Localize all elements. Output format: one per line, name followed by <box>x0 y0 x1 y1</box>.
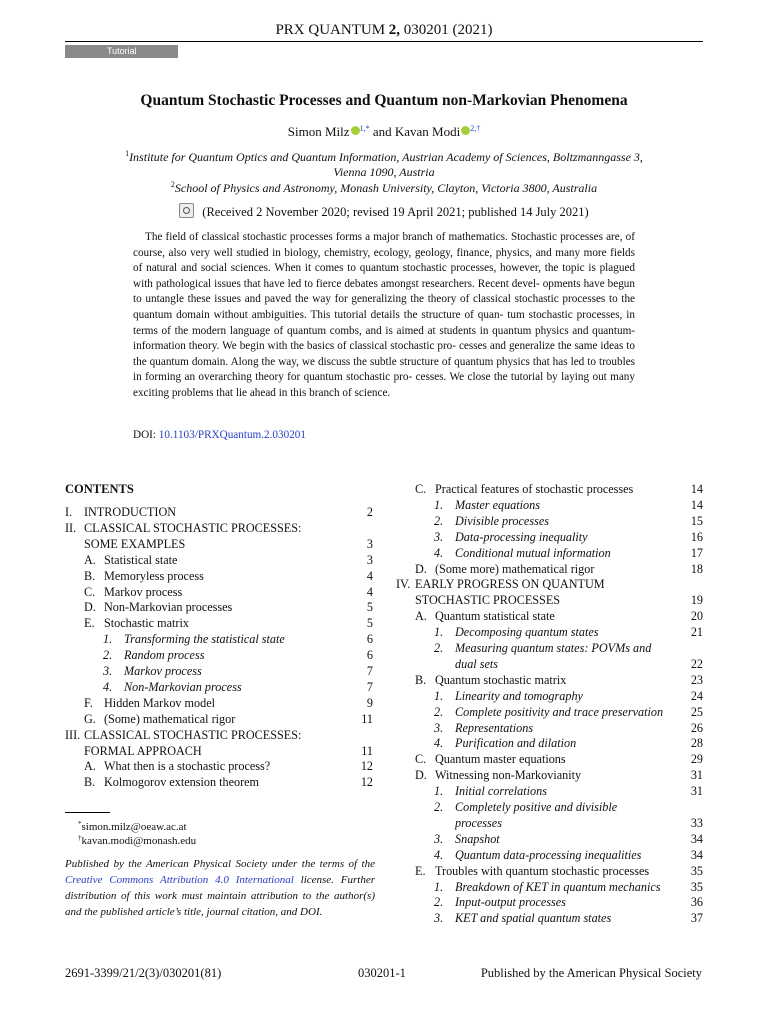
doi-link[interactable]: 10.1103/PRXQuantum.2.030201 <box>158 429 306 441</box>
toc-entry-page: 4 <box>366 584 373 599</box>
toc-entry-title: FORMAL APPROACH <box>84 743 202 758</box>
toc-entry-number: 4. <box>434 847 444 862</box>
toc-entry-page: 33 <box>690 815 703 830</box>
paper-title: Quantum Stochastic Processes and Quantum non-Markovian Phenomena <box>140 92 628 109</box>
toc-entry-page: 5 <box>366 616 373 631</box>
toc-entry-title: Conditional mutual information <box>455 545 611 560</box>
toc-entry-title: Markov process <box>124 664 202 678</box>
journal-volume: 2, <box>388 22 401 38</box>
author-2: Kavan Modi <box>394 124 461 139</box>
toc-entry-page: 3 <box>366 536 373 551</box>
toc-entry-page: 7 <box>366 664 373 678</box>
toc-entry-title: SOME EXAMPLES <box>84 536 186 551</box>
toc-entry-number: A. <box>415 609 427 624</box>
toc-entry-number: 4. <box>434 736 444 751</box>
toc-entry-title: Markov process <box>104 584 183 599</box>
toc-entry-title: Practical features of stochastic processes <box>435 482 634 496</box>
doi-line: DOI: 10.1103/PRXQuantum.2.030201 <box>133 429 306 441</box>
toc-entry-title: Quantum master equations <box>435 752 566 767</box>
toc-entry-title: Master equations <box>455 497 540 512</box>
toc-entry-title: Statistical state <box>104 552 178 567</box>
toc-entry-number: D. <box>415 561 427 576</box>
toc-entry-title: Quantum stochastic matrix <box>435 672 567 687</box>
toc-entry-title: Memoryless process <box>104 568 204 583</box>
toc-entry-number: A. <box>84 552 96 567</box>
toc-entry-page: 31 <box>690 768 703 783</box>
toc-entry-page: 3 <box>366 552 373 567</box>
toc-entry-number: 2. <box>434 704 444 719</box>
toc-entry-page: 34 <box>690 831 703 846</box>
toc-entry-title: Non-Markovian process <box>124 679 242 694</box>
toc-entry-page: 24 <box>690 688 703 703</box>
toc-entry-number: B. <box>415 672 427 687</box>
toc-entry-page: 25 <box>690 704 703 719</box>
toc-entry-title: Measuring quantum states: POVMs and <box>455 641 652 655</box>
toc-entry-number: D. <box>84 600 96 615</box>
toc-entry-title: Witnessing non-Markovianity <box>435 768 582 783</box>
affiliation-2: $^2$School of Physics and Astronomy, Monash University, Clayton, Victoria 3800, Australia <box>170 180 598 195</box>
toc-entry-title: (Some) mathematical rigor <box>104 711 236 726</box>
toc-entry-title: Decomposing quantum states <box>455 625 599 640</box>
toc-entry-number: 1. <box>434 497 444 512</box>
toc-entry-page: 6 <box>366 648 373 663</box>
toc-entry-title: Non-Markovian processes <box>104 600 233 615</box>
toc-entry-number: B. <box>84 775 96 790</box>
license-link[interactable]: Creative Commons Attribution 4.0 International <box>65 874 294 886</box>
toc-entry-title: Quantum statistical state <box>435 609 555 624</box>
toc-entry-page: 20 <box>690 609 703 624</box>
toc-entry-page: 23 <box>690 672 703 687</box>
author-2-affiliation: 2,† <box>470 124 481 133</box>
toc-entry-number: 1. <box>434 784 444 799</box>
toc-entry-title: Input-output processes <box>455 895 566 910</box>
toc-entry-page: 37 <box>690 911 703 926</box>
journal-header <box>0 22 768 39</box>
orcid-icon[interactable] <box>461 126 470 135</box>
toc-entry-title: What then is a stochastic process? <box>104 759 271 774</box>
footer-page-number: 030201-1 <box>358 966 406 980</box>
orcid-icon[interactable] <box>351 126 360 135</box>
header-rule <box>65 41 703 42</box>
toc-entry-number: 3. <box>434 911 444 926</box>
toc-entry-page: 4 <box>366 568 373 583</box>
toc-entry-page: 31 <box>690 784 703 799</box>
toc-entry-number: 1. <box>103 632 113 647</box>
toc-entry-page: 2 <box>366 505 373 519</box>
toc-entry-number: I. <box>65 505 73 519</box>
author-1-affiliation: 1,* <box>359 124 370 133</box>
toc-entry-title: Data-processing inequality <box>455 529 588 544</box>
author-list <box>0 124 768 140</box>
affiliation-1: $^1$Institute for Quantum Optics and Quantum Information, Austrian Academy of Sciences, Boltzmanngasse 3, Vienna 1090, Austria <box>125 149 643 179</box>
toc-entry-title: Complete positivity and trace preservation <box>455 704 664 719</box>
toc-entry-page: 36 <box>690 895 703 910</box>
toc-entry-title: INTRODUCTION <box>84 505 177 519</box>
toc-entry-title: Initial correlations <box>455 784 547 799</box>
toc-entry-number: 2. <box>434 895 444 910</box>
toc-entry-number: 2. <box>434 641 444 655</box>
toc-entry-number: 2. <box>103 648 113 663</box>
toc-entry-number: C. <box>415 482 427 496</box>
toc-entry-title: KET and spatial quantum states <box>455 911 612 926</box>
article-number: 030201 (2021) <box>403 22 493 38</box>
toc-entry-page: 26 <box>690 720 703 735</box>
toc-entry-title: processes <box>455 815 502 830</box>
toc-entry-page: 18 <box>690 561 703 576</box>
toc-entry-title: EARLY PROGRESS ON QUANTUM <box>415 577 605 592</box>
toc-entry-page: 6 <box>366 632 373 647</box>
toc-entry-page: 21 <box>690 625 703 640</box>
toc-entry-page: 14 <box>690 497 703 512</box>
abstract: The field of classical stochastic processes forms a major branch of mathematics. Stochastic processes are, of course, also very well studied in biology, chemistry, ecology, geology, finance, physics, and many more fields of natural and social sciences. When it comes to quantum stochastic processes, however, the topic is plagued with pathological issues that have led to fierce debates amongst researchers. Recent devel- opments have begun to untangle these issues and paved the way for generalizing the theory of classical stochastic processes to the quantum domain without ambiguities. This tutorial details the structure of quan- tum stochastic processes, in terms of the modern language of quantum combs, and is aimed at students in quantum physics and quantum-information theory. We begin with the basics of classical stochastic pro- cesses and generalize the same ideas to the quantum domain. Along the way, we discuss the subtle structure of quantum physics that has led to troubles in forming an overarching theory for quantum stochastic pro- cesses. We close the tutorial by laying out many exciting problems that lie ahead in this branch of science. <box>133 231 636 399</box>
toc-entry-page: 11 <box>361 711 373 726</box>
footnote-2: †kavan.modi@monash.edu <box>78 834 197 847</box>
toc-entry-page: 15 <box>690 513 703 528</box>
author-conjunction: and <box>372 124 392 139</box>
author-1: Simon Milz <box>287 124 350 139</box>
toc-entry-page: 5 <box>366 600 373 615</box>
toc-entry-page: 28 <box>690 736 703 751</box>
toc-entry-title: Divisible processes <box>455 513 549 528</box>
toc-entry-page: 17 <box>690 545 703 560</box>
received-dates: (Received 2 November 2020; revised 19 April 2021; published 14 July 2021) <box>0 203 768 220</box>
toc-entry-title: CLASSICAL STOCHASTIC PROCESSES: <box>84 520 302 535</box>
toc-entry-page: 16 <box>690 529 703 544</box>
toc-entry-page: 12 <box>360 775 373 790</box>
toc-entry-number: 1. <box>434 688 444 703</box>
toc-entry-title: Hidden Markov model <box>104 695 216 710</box>
toc-entry-title: Linearity and tomography <box>455 688 583 703</box>
footer-publisher: Published by the American Physical Society <box>480 966 702 980</box>
toc-entry-number: IV. <box>396 577 411 592</box>
toc-entry-page: 9 <box>366 695 373 710</box>
footer-issn: 2691-3399/21/2(3)/030201(81) <box>65 966 222 980</box>
toc-entry-number: 3. <box>434 720 444 735</box>
license-statement: Published by the American Physical Society under the terms of the Creative Commons Attribution 4.0 International license. Further distribution of this work must maintain attribution to the author(s) and the published article’s title, journal citation, and DOI. <box>65 858 376 918</box>
toc-entry-number: 1. <box>434 625 444 640</box>
toc-entry-title: (Some more) mathematical rigor <box>435 561 595 576</box>
toc-entry-title: Snapshot <box>455 831 500 846</box>
toc-entry-title: Kolmogorov extension theorem <box>104 775 260 790</box>
toc-entry-number: 4. <box>434 545 444 560</box>
toc-entry-title: Transforming the statistical state <box>124 632 285 647</box>
toc-entry-page: 11 <box>361 743 373 758</box>
toc-entry-title: Breakdown of KET in quantum mechanics <box>455 879 661 894</box>
toc-entry-title: CLASSICAL STOCHASTIC PROCESSES: <box>84 727 302 742</box>
footnote-1: *simon.milz@oeaw.ac.at <box>78 820 187 833</box>
toc-entry-number: F. <box>84 695 93 710</box>
toc-entry-number: D. <box>415 768 427 783</box>
article-type-tag: Tutorial <box>65 45 178 58</box>
toc-entry-title: Random process <box>124 648 205 663</box>
toc-entry-page: 29 <box>690 752 703 767</box>
toc-entry-title: Stochastic matrix <box>104 616 189 631</box>
toc-entry-title: Representations <box>455 720 534 735</box>
journal-name: PRX QUANTUM <box>275 22 386 38</box>
toc-entry-number: 3. <box>434 529 444 544</box>
toc-entry-page: 19 <box>690 593 703 608</box>
toc-entry-title: Completely positive and divisible <box>455 800 618 814</box>
toc-entry-number: II. <box>65 520 77 535</box>
toc-entry-title: dual sets <box>455 656 498 671</box>
toc-entry-page: 12 <box>360 759 373 774</box>
check-for-updates-icon[interactable] <box>179 203 194 218</box>
toc-entry-number: G. <box>84 711 96 726</box>
toc-entry-number: 2. <box>434 800 444 814</box>
toc-entry-number: 3. <box>434 831 444 846</box>
contents-heading: CONTENTS <box>65 482 134 496</box>
toc-entry-title: Troubles with quantum stochastic processes <box>435 863 650 878</box>
toc-entry-page: 35 <box>690 863 703 878</box>
toc-entry-page: 14 <box>690 482 703 496</box>
toc-entry-page: 22 <box>690 656 703 671</box>
toc-entry-number: 3. <box>103 664 113 678</box>
toc-entry-number: 2. <box>434 513 444 528</box>
toc-entry-title: STOCHASTIC PROCESSES <box>415 593 561 608</box>
toc-entry-page: 34 <box>690 847 703 862</box>
toc-entry-number: C. <box>84 584 96 599</box>
toc-entry-page: 7 <box>366 679 373 694</box>
toc-entry-number: 1. <box>434 879 444 894</box>
toc-entry-number: E. <box>84 616 95 631</box>
toc-entry-number: B. <box>84 568 96 583</box>
toc-entry-number: 4. <box>103 679 113 694</box>
toc-entry-page: 35 <box>690 879 703 894</box>
toc-entry-number: E. <box>415 863 426 878</box>
toc-entry-number: C. <box>415 752 427 767</box>
footnote-rule <box>65 812 110 813</box>
toc-entry-number: A. <box>84 759 96 774</box>
toc-entry-number: III. <box>65 727 81 742</box>
toc-entry-title: Purification and dilation <box>455 736 577 751</box>
toc-entry-title: Quantum data-processing inequalities <box>455 847 642 862</box>
